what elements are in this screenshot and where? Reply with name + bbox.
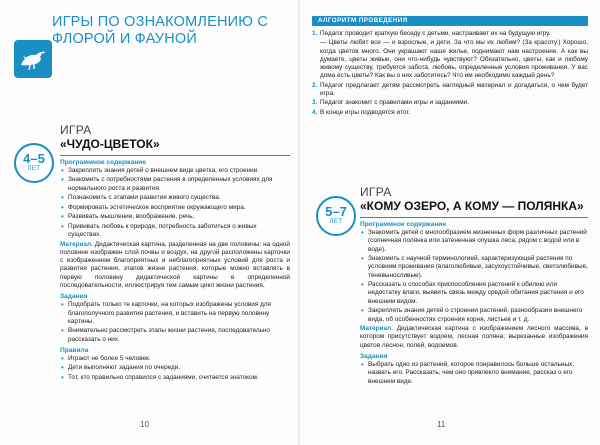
age-unit: ЛЕТ <box>329 219 343 225</box>
list-item: • Прививать любовь к природе, потребность заботиться о живых существах. <box>60 223 290 240</box>
age-number: 4–5 <box>23 151 45 166</box>
game-body <box>360 218 588 387</box>
program-heading: Программное содержание <box>60 159 147 166</box>
step-text: Педагог проводит краткую беседу с детьми, настраивает их на будущую игру. <box>320 30 551 37</box>
list-item: • Подобрать только те карточки, на которых изображены условия для благополучного развития растения, и вставить на первую половину картины. <box>60 301 290 326</box>
game-name: «ЧУДО-ЦВЕТОК» <box>60 137 290 156</box>
list-item: • Внимательно рассмотреть этапы жизни растения, последовательно рассказать о них. <box>60 327 290 344</box>
step-number: 4. <box>312 108 318 116</box>
list-item: • Знакомить с потребностями растения в определенных условиях для нормального роста и развития. <box>60 176 290 193</box>
algorithm-steps <box>312 30 588 118</box>
list-item: • Тот, кто правильно справился с заданиями, считается знатоком. <box>60 374 290 382</box>
page-number: 10 <box>140 420 149 429</box>
program-heading: Программное содержание <box>360 221 447 228</box>
algorithm-header: АЛГОРИТМ ПРОВЕДЕНИЯ <box>312 16 588 26</box>
step-number: 2. <box>312 81 318 89</box>
list-item: • Закреплять знания детей о строении растений, разнообразии внешнего вида, об особенностях строения корня, листьев и т. д. <box>360 307 588 324</box>
step-item <box>312 30 588 38</box>
list-item: • Выбрать одно из растений, которое понравилось больше остальных, назвать его. Рассказать, чем оно привлекло внимание, рассказ о его внешнем виде. <box>360 361 588 386</box>
rules-list <box>60 355 290 382</box>
list-item: • Познакомить с этапами развития живого существа. <box>60 194 290 202</box>
list-item: • Развивать мышление, воображение, речь. <box>60 213 290 221</box>
step-number: 3. <box>312 99 318 107</box>
game-header <box>60 124 290 156</box>
game-name: «КОМУ ОЗЕРО, А КОМУ — ПОЛЯНКА» <box>360 199 588 218</box>
step-item <box>312 99 588 107</box>
list-item: • Формировать эстетическое восприятие окружающего мира. <box>60 204 290 212</box>
game-header <box>360 186 588 218</box>
material-lead: Материал. <box>360 325 393 333</box>
material-text: Дидактическая картина, разделенная на две половины: на одной половине изображен слой почвы и воздух, на другой расположены карточки с изображением благоприятных и неблагоприятных условий для роста и развития растения, этапов жизни растения, которые можно вставлять в первую половину дидактической картины в определенной последовательности, иллюстрируя тем самым цикл жизни растения. <box>60 240 290 289</box>
step-text: — Цветы любят все — и взрослые, и дети. За что мы их любим? (За красоту.) Хорошо, когда цветов много. Они украшают наше жилье, поднимают нам настроение. А как вы думаете, цветы живые, они что-нибудь чувствуют? Обязательно, цветы, как и любому живому существу, требуется забота, любовь, определенные условия проживания. У вас дома есть цветы? Как вы о них заботитесь? Что им необходимо каждый день? <box>320 39 588 80</box>
list-item: • Закреплять знания детей о внешнем виде цветка, его строении. <box>60 167 290 175</box>
step-item <box>312 39 588 80</box>
step-item <box>312 82 588 99</box>
page-number: 11 <box>437 420 446 429</box>
list-item: • Знакомить с научной терминологией, характеризующей растения по условиям проживания (влаголюбивые, засухоустойчивые, светолюбивые, теневыносливые). <box>360 255 588 280</box>
step-text: Педагог предлагает детям рассмотреть наглядный материал и догадаться, о чем будет игра. <box>320 81 588 98</box>
tasks-list <box>60 301 290 344</box>
age-badge <box>14 143 54 183</box>
material-text: Дидактическая картина с изображением лесного массива, в котором присутствует водоем, лесная поляна; вырезанные изображения цветов лесное, полей, водоемов. <box>360 325 588 349</box>
tasks-heading: Задания <box>60 293 88 301</box>
program-list <box>360 229 588 324</box>
list-item: • Играют не более 5 человек. <box>60 355 290 363</box>
tasks-list <box>360 361 588 386</box>
program-list <box>60 167 290 239</box>
bird-icon <box>14 40 52 78</box>
game-label: ИГРА <box>60 123 92 137</box>
rules-heading: Правила <box>60 346 89 354</box>
step-text: Педагог знакомит с правилами игры и заданиями. <box>320 99 470 107</box>
age-badge <box>316 196 356 236</box>
step-item <box>312 109 588 117</box>
age-number: 5–7 <box>325 204 347 219</box>
tasks-heading: Задания <box>360 352 388 360</box>
step-text: В конце игры подводятся итог. <box>320 108 410 116</box>
material-lead: Материал. <box>60 240 93 248</box>
material-paragraph <box>360 325 588 350</box>
step-number: 1. <box>312 30 318 37</box>
chapter-title: ИГРЫ ПО ОЗНАКОМЛЕНИЮ С ФЛОРОЙ И ФАУНОЙ <box>52 14 268 47</box>
material-paragraph <box>60 241 290 291</box>
list-item: • Дети выполняют задания по очереди. <box>60 364 290 372</box>
list-item: • Знакомить детей с многообразием жизненных форм различных растений (солнечная полянка или затененная опушка леса, рядом с водой или в воде). <box>360 229 588 254</box>
list-item: • Рассказать о способах приспособления растений к обилию или недостатку влаги, выявить связь между средой обитания растения и его внешним видом. <box>360 281 588 306</box>
age-unit: ЛЕТ <box>27 166 41 172</box>
game-label: ИГРА <box>360 185 392 199</box>
game-body <box>60 156 290 383</box>
